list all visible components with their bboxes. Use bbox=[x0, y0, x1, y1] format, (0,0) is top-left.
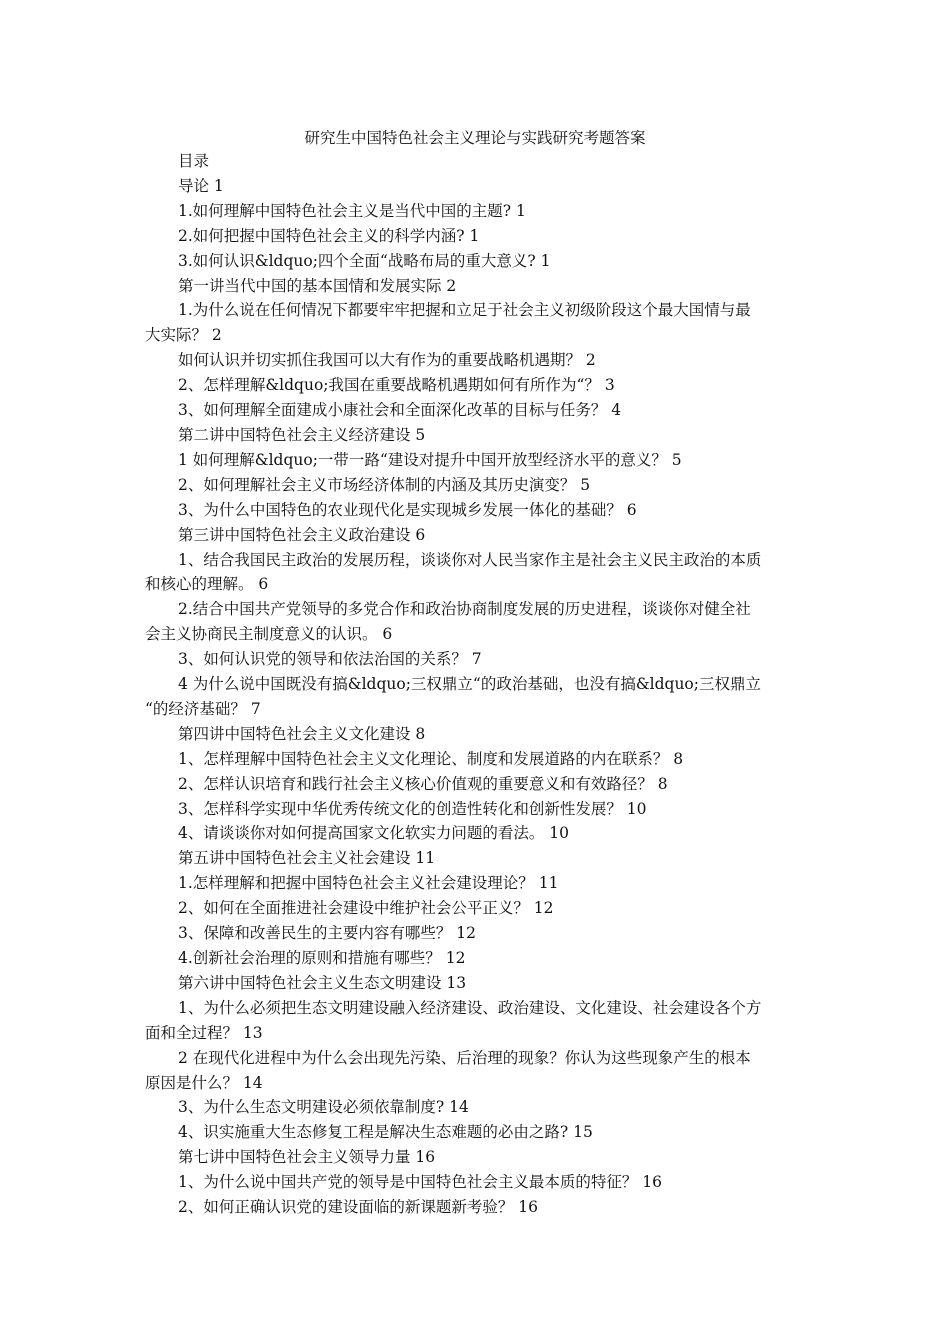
toc-entry-line: 1.为什么说在任何情况下都要牢牢把握和立足于社会主义初级阶段这个最大国情与最 bbox=[178, 301, 751, 320]
toc-entry: 3、怎样科学实现中华优秀传统文化的创造性转化和创新性发展？ 10 bbox=[178, 799, 647, 818]
toc-entry: 第三讲中国特色社会主义政治建设 6 bbox=[178, 525, 426, 544]
toc-entry: 4.创新社会治理的原则和措施有哪些？ 12 bbox=[178, 949, 466, 967]
document-title: 研究生中国特色社会主义理论与实践研究考题答案 bbox=[304, 129, 646, 147]
toc-entry: 3.如何认识&ldquo;四个全面“战略布局的重大意义? 1 bbox=[178, 251, 551, 270]
toc-entry-line: 4 为什么说中国既没有搞&ldquo;三权鼎立“的政治基础，也没有搞&ldquo;三权鼎立 bbox=[178, 675, 761, 694]
toc-entry bbox=[145, 597, 811, 647]
toc-entry: 2、如何在全面推进社会建设中维护社会公平正义？ 12 bbox=[178, 899, 554, 918]
toc-entry: 第五讲中国特色社会主义社会建设 11 bbox=[178, 849, 436, 868]
toc-entry-line: 1、结合我国民主政治的发展历程，谈谈你对人民当家作主是社会主义民主政治的本质 bbox=[178, 550, 762, 569]
toc-entry-line: 2 在现代化进程中为什么会出现先污染、后治理的现象？你认为这些现象产生的根本 bbox=[178, 1048, 751, 1067]
toc-entry: 4、请谈谈你对如何提高国家文化软实力问题的看法。 10 bbox=[178, 824, 570, 843]
toc-entry: 3、如何认识党的领导和依法治国的关系？ 7 bbox=[178, 650, 482, 669]
toc-entry: 1 如何理解&ldquo;一带一路“建设对提升中国开放型经济水平的意义？ 5 bbox=[178, 450, 682, 469]
toc-entry-line: 2.结合中国共产党领导的多党合作和政治协商制度发展的历史进程，谈谈你对健全社 bbox=[178, 600, 751, 619]
toc-entry: 1、为什么说中国共产党的领导是中国特色社会主义最本质的特征？ 16 bbox=[178, 1173, 663, 1192]
toc-entry bbox=[145, 672, 811, 722]
toc-entry: 第六讲中国特色社会主义生态文明建设 13 bbox=[178, 973, 467, 992]
toc-entry: 4、识实施重大生态修复工程是解决生态难题的必由之路? 15 bbox=[178, 1123, 593, 1142]
toc-entry bbox=[145, 996, 811, 1046]
toc-entry-line: 1、为什么必须把生态文明建设融入经济建设、政治建设、文化建设、社会建设各个方 bbox=[178, 998, 762, 1017]
toc-entry: 第七讲中国特色社会主义领导力量 16 bbox=[178, 1148, 436, 1167]
toc-entry: 第一讲当代中国的基本国情和发展实际 2 bbox=[178, 276, 457, 295]
toc-entry: 3、为什么中国特色的农业现代化是实现城乡发展一体化的基础？ 6 bbox=[178, 500, 637, 519]
toc-entry: 2、怎样认识培育和践行社会主义核心价值观的重要意义和有效路径？ 8 bbox=[178, 774, 668, 793]
toc-entry bbox=[145, 298, 811, 348]
toc-entry: 3、保障和改善民生的主要内容有哪些？ 12 bbox=[178, 924, 477, 943]
toc-entry: 导论 1 bbox=[178, 176, 224, 195]
toc-entry: 3、如何理解全面建成小康社会和全面深化改革的目标与任务？ 4 bbox=[178, 401, 622, 420]
toc-entry: 如何认识并切实抓住我国可以大有作为的重要战略机遇期？ 2 bbox=[178, 351, 596, 370]
toc-entry bbox=[145, 548, 811, 598]
toc-entry: 2、如何正确认识党的建设面临的新课题新考验？ 16 bbox=[178, 1198, 539, 1217]
toc-entry: 2、如何理解社会主义市场经济体制的内涵及其历史演变？ 5 bbox=[178, 475, 591, 494]
toc-entry: 1.如何理解中国特色社会主义是当代中国的主题? 1 bbox=[178, 201, 526, 220]
toc-entry: 1、怎样理解中国特色社会主义文化理论、制度和发展道路的内在联系？ 8 bbox=[178, 749, 684, 768]
toc-heading: 目录 bbox=[178, 152, 210, 170]
toc-entry-continuation: 原因是什么？ 14 bbox=[145, 1073, 263, 1092]
toc-entry: 1.怎样理解和把握中国特色社会主义社会建设理论？ 11 bbox=[178, 874, 559, 893]
table-of-contents bbox=[145, 149, 811, 1220]
toc-entry: 2.如何把握中国特色社会主义的科学内涵? 1 bbox=[178, 226, 480, 245]
toc-entry-continuation: 面和全过程？ 13 bbox=[145, 1023, 263, 1042]
toc-entry-continuation: 会主义协商民主制度意义的认识。 6 bbox=[145, 625, 393, 644]
toc-entry-continuation: 和核心的理解。 6 bbox=[145, 575, 269, 594]
toc-entry: 第二讲中国特色社会主义经济建设 5 bbox=[178, 425, 426, 444]
toc-entry-continuation: 大实际？ 2 bbox=[145, 326, 222, 345]
toc-entry: 3、为什么生态文明建设必须依靠制度? 14 bbox=[178, 1098, 469, 1117]
toc-entry: 2、怎样理解&ldquo;我国在重要战略机遇期如何有所作为“？ 3 bbox=[178, 376, 615, 395]
toc-entry bbox=[145, 1046, 811, 1096]
toc-entry-continuation: “的经济基础？ 7 bbox=[145, 699, 261, 718]
toc-entry: 第四讲中国特色社会主义文化建设 8 bbox=[178, 724, 426, 743]
